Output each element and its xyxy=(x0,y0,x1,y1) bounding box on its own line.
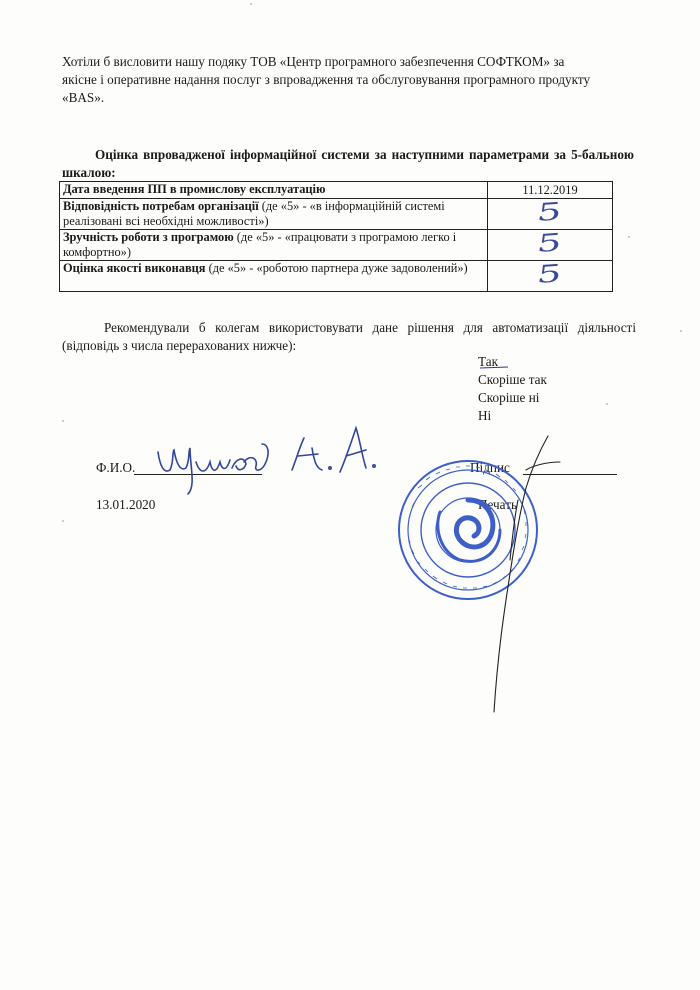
scan-speck xyxy=(606,403,608,405)
intro-paragraph xyxy=(62,53,642,107)
handwritten-score: 5 xyxy=(535,259,565,289)
scan-speck xyxy=(62,420,64,422)
company-seal xyxy=(399,461,537,599)
option-yes: Так xyxy=(478,354,498,369)
row-label: Оцінка якості виконавця (де «5» - «роботою партнера дуже задоволений») xyxy=(60,261,488,292)
intro-line-3: «BAS». xyxy=(62,90,105,105)
rating-heading: Оцінка впровадженої інформаційної системи за наступними параметрами за 5-бальною шкалою: xyxy=(62,147,634,180)
row-value-score xyxy=(488,199,613,230)
row-value-score xyxy=(488,261,613,292)
row-label: Зручність роботи з програмою (де «5» - «працювати з програмою легко і комфортно») xyxy=(60,230,488,261)
fio-label: Ф.И.О. xyxy=(96,460,136,475)
intro-line-1: Хотіли б висловити нашу подяку ТОВ «Центр програмного забезпечення СОФТКОМ» за xyxy=(62,54,565,69)
row-label: Відповідність потребам організації (де «5» - «в інформаційній системі реалізовані всі необхідні можливості») xyxy=(60,199,488,230)
intro-line-2: якісне і оперативне надання послуг з впровадження та обслуговування програмного продукту xyxy=(62,72,591,87)
handwritten-score: 5 xyxy=(535,228,565,258)
rating-table xyxy=(59,181,613,292)
fio-underline xyxy=(134,474,262,475)
scan-speck xyxy=(680,330,682,332)
row-label: Дата введення ПП в промислову експлуатацію xyxy=(60,182,488,199)
table-row xyxy=(60,199,613,230)
document-date: 13.01.2020 xyxy=(96,497,156,512)
scan-speck xyxy=(250,3,252,5)
table-row xyxy=(60,182,613,199)
handwritten-score: 5 xyxy=(535,197,565,227)
option-rather-yes: Скоріше так xyxy=(478,372,547,387)
row-value-score xyxy=(488,230,613,261)
recommendation-text: Рекомендували б колегам використовувати дане рішення для автоматизації діяльності (відповідь з числа перерахованих нижче): xyxy=(62,320,636,353)
signature-label: Підпис xyxy=(470,460,510,475)
seal-label: Печать xyxy=(478,497,517,512)
handwritten-signature xyxy=(494,436,560,712)
scan-speck xyxy=(628,236,630,238)
signature-underline xyxy=(523,474,617,475)
table-row xyxy=(60,230,613,261)
table-row xyxy=(60,261,613,292)
answer-options xyxy=(478,353,598,425)
scan-speck xyxy=(62,520,64,522)
row-value-date: 11.12.2019 xyxy=(488,182,613,199)
option-rather-no: Скоріше ні xyxy=(478,390,540,405)
option-no: Ні xyxy=(478,408,492,423)
